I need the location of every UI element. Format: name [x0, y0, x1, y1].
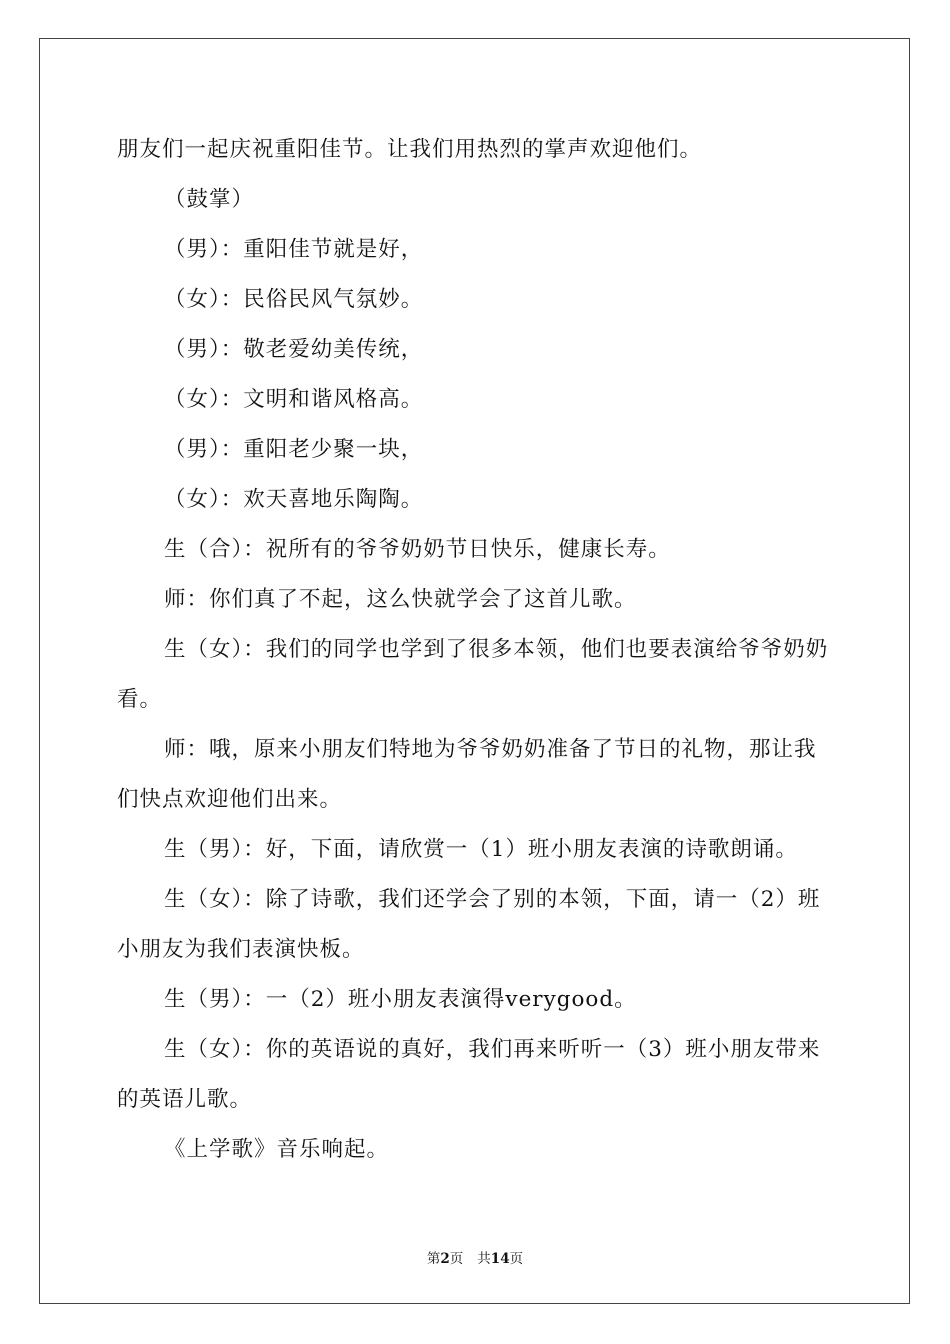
paragraph: 生（男）：好，下面，请欣赏一（1）班小朋友表演的诗歌朗诵。	[164, 837, 798, 862]
total-pages: 14	[490, 1251, 510, 1267]
page-number: 2	[440, 1251, 450, 1267]
paragraph: 《上学歌》音乐响起。	[164, 1137, 390, 1162]
paragraph: （女）：欢天喜地乐陶陶。	[164, 487, 424, 512]
paragraph: （女）：文明和谐风格高。	[164, 387, 424, 412]
total-suffix: 页	[509, 1251, 524, 1267]
page-suffix: 页	[449, 1251, 464, 1267]
total-prefix: 共	[477, 1251, 491, 1267]
paragraph: 生（女）：除了诗歌，我们还学会了别的本领，下面，请一（2）班小朋友为我们表演快板。	[117, 887, 821, 962]
page-footer	[0, 1247, 950, 1267]
paragraph: 生（男）：一（2）班小朋友表演得verygood。	[164, 987, 637, 1012]
paragraph: 生（女）：你的英语说的真好，我们再来听听一（3）班小朋友带来的英语儿歌。	[117, 1037, 821, 1112]
paragraph: （男）：重阳佳节就是好，	[164, 237, 424, 262]
paragraph: 朋友们一起庆祝重阳佳节。让我们用热烈的掌声欢迎他们。	[117, 137, 703, 162]
paragraph: 师：你们真了不起，这么快就学会了这首儿歌。	[164, 587, 637, 612]
paragraph: （女）：民俗民风气氛妙。	[164, 287, 424, 312]
page-prefix: 第	[426, 1251, 441, 1267]
paragraph: （鼓掌）	[164, 187, 255, 212]
paragraph: 生（合）：祝所有的爷爷奶奶节日快乐，健康长寿。	[164, 537, 671, 562]
paragraph: （男）：重阳老少聚一块，	[164, 437, 424, 462]
paragraph: （男）：敬老爱幼美传统，	[164, 337, 424, 362]
document-body	[117, 125, 833, 1175]
paragraph: 师：哦，原来小朋友们特地为爷爷奶奶准备了节日的礼物，那让我们快点欢迎他们出来。	[117, 737, 817, 812]
paragraph: 生（女）：我们的同学也学到了很多本领，他们也要表演给爷爷奶奶看。	[117, 637, 829, 712]
